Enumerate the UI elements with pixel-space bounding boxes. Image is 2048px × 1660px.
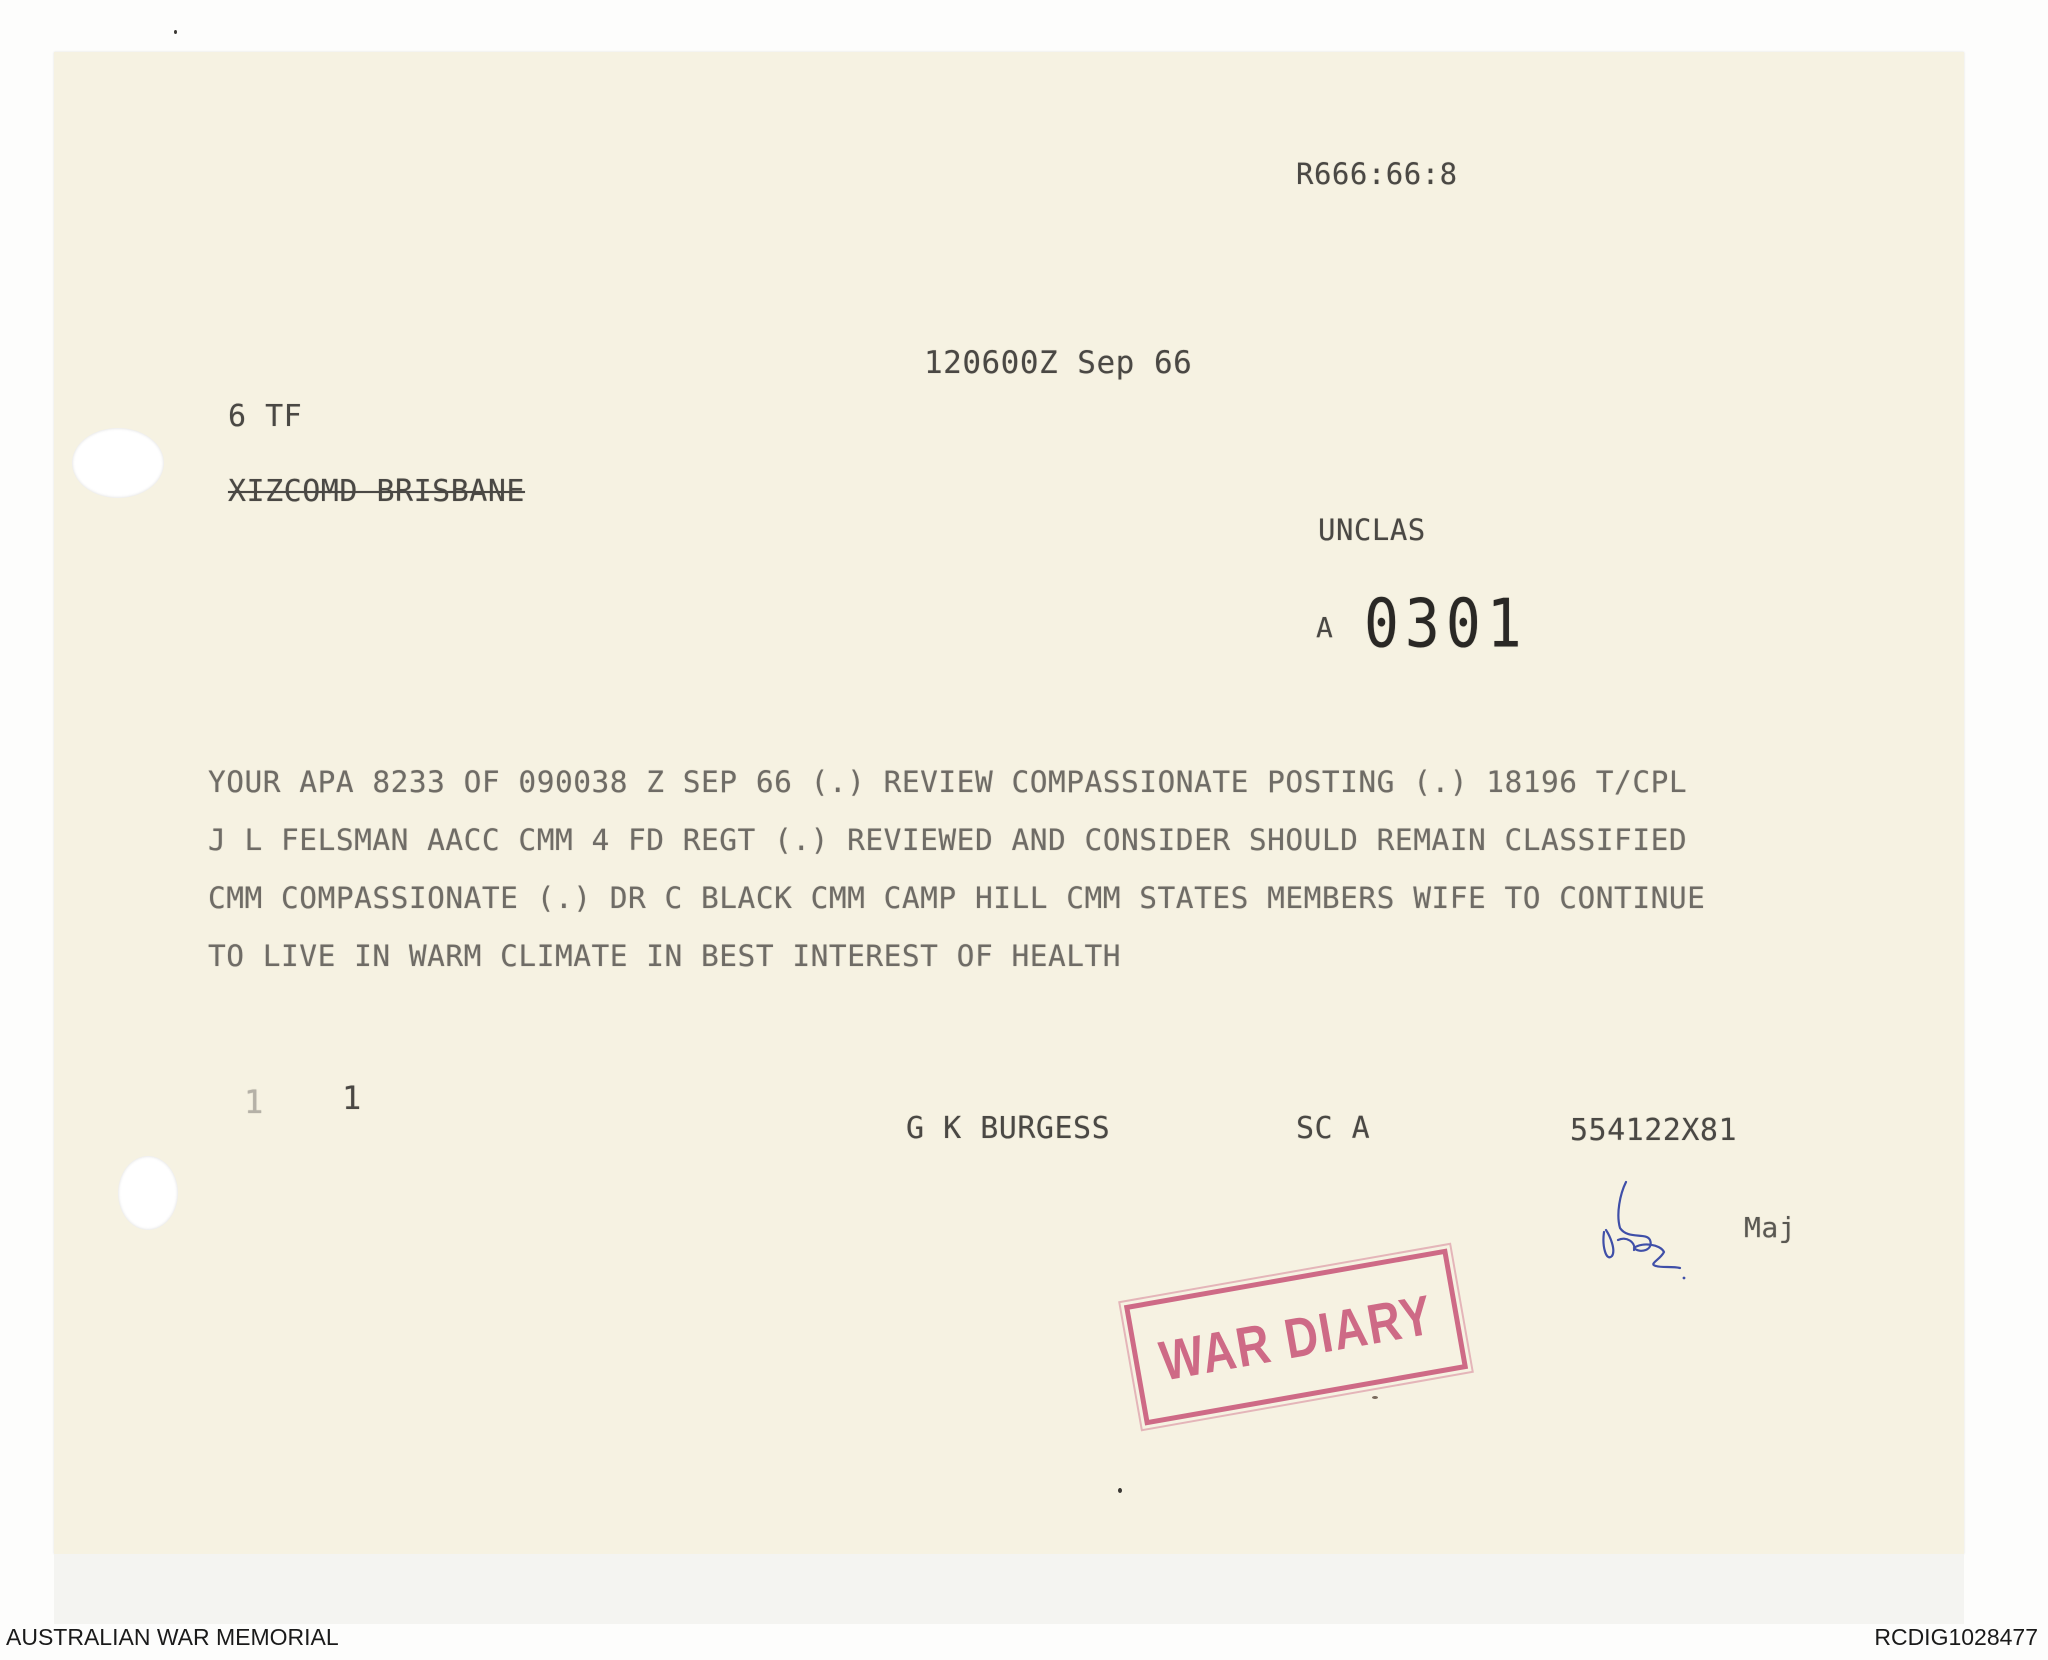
ink-speck: [1118, 1488, 1122, 1493]
message-body-line: TO LIVE IN WARM CLIMATE IN BEST INTEREST OF HEALTH: [208, 939, 1122, 973]
faint-page-mark: 1: [244, 1083, 264, 1121]
serial-number: 0301: [1364, 584, 1528, 663]
punch-hole-top: [72, 428, 164, 498]
ink-speck: [1372, 1396, 1378, 1399]
sheet-margin: [54, 1554, 1964, 1624]
message-body-line: CMM COMPASSIONATE (.) DR C BLACK CMM CAMP HILL CMM STATES MEMBERS WIFE TO CONTINUE: [208, 881, 1706, 915]
ink-speck: [174, 30, 177, 34]
signatory-name: G K BURGESS: [906, 1111, 1111, 1146]
signatory-rank: Maj: [1744, 1211, 1797, 1244]
page-mark: 1: [342, 1079, 362, 1117]
message-body-line: J L FELSMAN AACC CMM 4 FD REGT (.) REVIEWED AND CONSIDER SHOULD REMAIN CLASSIFIED: [208, 823, 1688, 857]
date-time-group: 120600Z Sep 66: [924, 345, 1193, 381]
item-identifier: RCDIG1028477: [1874, 1624, 2038, 1650]
classification-label: UNCLAS: [1318, 513, 1426, 547]
file-reference: R666:66:8: [1296, 157, 1458, 191]
message-body-line: YOUR APA 8233 OF 090038 Z SEP 66 (.) REVIEW COMPASSIONATE POSTING (.) 18196 T/CPL: [208, 765, 1688, 799]
paper-sheet: [54, 52, 1964, 1554]
struck-info-address: XIZCOMD BRISBANE: [228, 474, 525, 509]
punch-hole-bottom: [118, 1156, 178, 1230]
stamp-text: WAR DIARY: [1154, 1282, 1438, 1392]
to-address: 6 TF: [228, 399, 303, 434]
archive-name: AUSTRALIAN WAR MEMORIAL: [6, 1624, 339, 1650]
signatory-appointment: SC A: [1296, 1111, 1371, 1146]
serial-prefix: A: [1316, 611, 1334, 644]
signatory-phone: 554122X81: [1570, 1113, 1738, 1148]
handwritten-signature: [1590, 1170, 1690, 1280]
